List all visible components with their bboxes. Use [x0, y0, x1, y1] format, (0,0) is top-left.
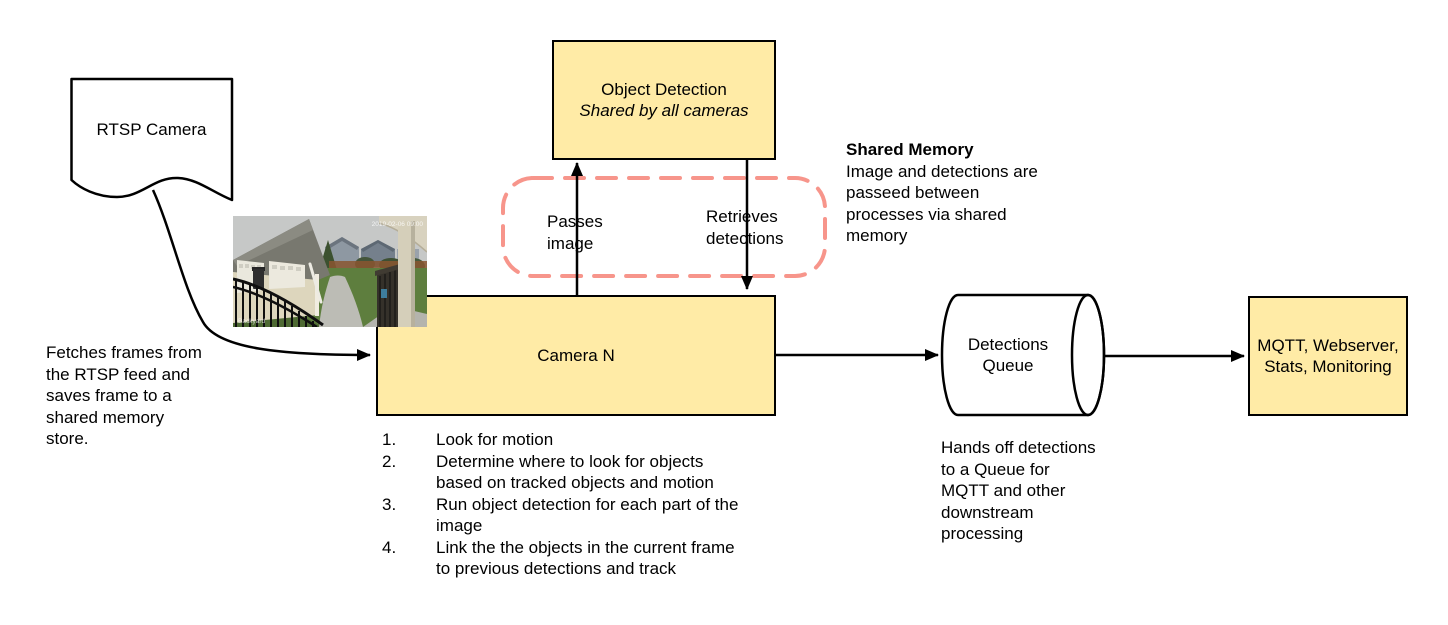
- outputs-label: [1257, 335, 1398, 378]
- shared-memory-note-line: processes via shared: [846, 204, 1007, 224]
- camera-n-label: Camera N: [537, 345, 615, 365]
- object-detection-node: [552, 40, 776, 160]
- retrieves-detections-line: Retrieves: [706, 207, 778, 226]
- shared-memory-note-line: passeed between: [846, 183, 980, 202]
- shared-memory-note-line: memory: [846, 226, 908, 245]
- fetch-frames-note-line: the RTSP feed and: [46, 364, 190, 384]
- detections-queue-label: [942, 295, 1074, 415]
- handoff-note-line: downstream: [941, 502, 1034, 522]
- passes-image-line: image: [547, 233, 594, 253]
- fetch-frames-note-line: store.: [46, 429, 89, 448]
- camera-steps-list: [436, 429, 756, 580]
- shared-memory-note-body: [846, 161, 1038, 247]
- camera-feed-image: [233, 216, 427, 327]
- camera-step: Look for motion: [436, 430, 554, 449]
- fetch-frames-note-line: Fetches frames from: [46, 343, 202, 362]
- feed-location-label: Backyard: [238, 318, 266, 325]
- detections-queue-label-line: Queue: [982, 356, 1034, 375]
- handoff-note-line: Hands off detections: [941, 438, 1096, 457]
- outputs-node: [1248, 296, 1408, 416]
- object-detection-subtitle: Shared by all cameras: [579, 101, 749, 120]
- outputs-label-line: MQTT, Webserver,: [1257, 335, 1399, 355]
- camera-step: Link the the objects in the current frame to previous detections and track: [436, 537, 735, 578]
- fetch-frames-note: [46, 342, 202, 450]
- retrieves-detections-label: [706, 206, 784, 249]
- passes-image-line: Passes: [547, 212, 603, 231]
- outputs-label-line: Stats, Monitoring: [1264, 357, 1392, 376]
- handoff-note-line: MQTT and other: [941, 481, 1066, 500]
- rtsp-camera-label: RTSP Camera: [96, 119, 207, 139]
- fetch-frames-note-line: shared memory: [46, 407, 165, 427]
- shared-memory-note-line: Image and detections are: [846, 161, 1038, 181]
- handoff-note: [941, 437, 1096, 545]
- handoff-note-line: to a Queue for: [941, 459, 1050, 479]
- passes-image-label: [547, 211, 603, 254]
- camera-n-node: [376, 295, 776, 416]
- camera-step: Determine where to look for objects based on tracked objects and motion: [436, 451, 714, 492]
- detections-queue-label-line: Detections: [967, 334, 1049, 354]
- fetch-frames-note-line: saves frame to a: [46, 386, 172, 405]
- camera-step: Run object detection for each part of the image: [436, 494, 739, 535]
- shared-memory-note-title: Shared Memory: [846, 140, 974, 159]
- feed-timestamp: 2019-02-06 09:00: [371, 221, 423, 228]
- retrieves-detections-line: detections: [706, 228, 784, 248]
- shared-memory-note: [846, 139, 1038, 247]
- object-detection-title: Object Detection: [601, 79, 727, 99]
- handoff-note-line: processing: [941, 524, 1024, 543]
